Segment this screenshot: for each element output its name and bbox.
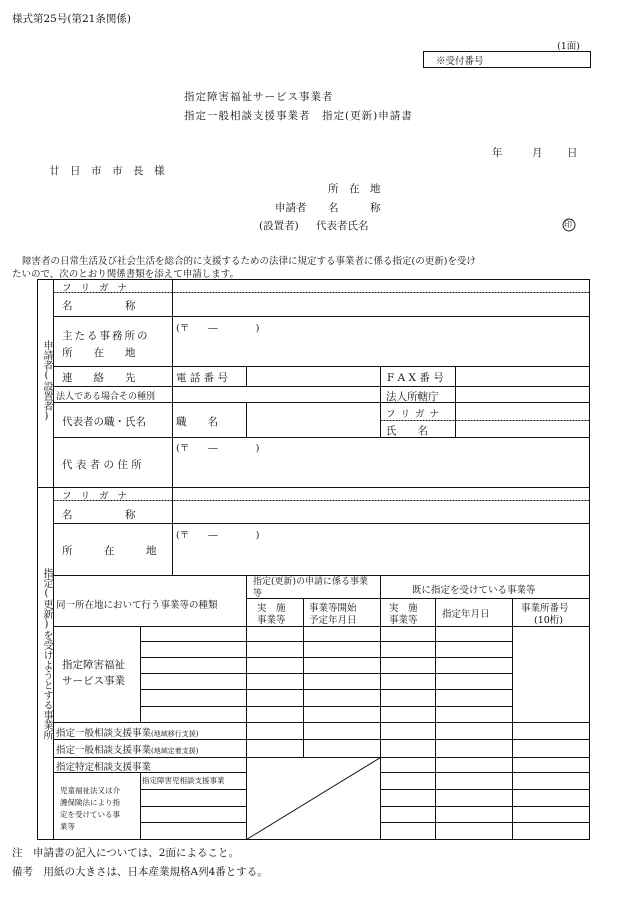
- furigana-label: フ リ ガ ナ: [62, 283, 131, 294]
- child-welfare-line1: 児童福祉法又は介: [60, 786, 120, 795]
- office-postal: (〒 ― ): [176, 530, 260, 541]
- section-applicant-label: 申請者(設置者): [41, 340, 52, 422]
- welfare-service-label1: 指定障害福祉: [62, 659, 125, 671]
- page-label: (1面): [557, 41, 580, 52]
- start-date-label2: 予定年月日: [309, 615, 357, 626]
- general-support-a: 指定一般相談支援事業(地域移行支援): [56, 728, 199, 739]
- title-line1: 指定障害福祉サービス事業者: [184, 91, 334, 103]
- intro-line2: たいので、次のとおり関係書類を添えて申請します。: [12, 269, 240, 280]
- founder-label: (設置者): [259, 220, 299, 232]
- general-support-b: 指定一般相談支援事業(地域定着支援): [56, 745, 199, 756]
- remark-text: 備考 用紙の大きさは、日本産業規格A列4番とする。: [12, 866, 268, 878]
- apply-header: 指定(更新)の申請に係る事業等: [253, 577, 369, 599]
- addressee: 廿 日 市 市 長 様: [49, 165, 165, 177]
- specific-support-label: 指定特定相談支援事業: [56, 762, 152, 773]
- applicant-label: 申請者: [275, 202, 307, 214]
- representative-name-label: 代表者氏名: [316, 220, 369, 232]
- implement-label: 実 施: [257, 603, 286, 614]
- designated-date-label: 指定年月日: [442, 609, 490, 620]
- fax-label: F A X 番 号: [387, 372, 444, 384]
- office-address-label: 所 在 地: [62, 545, 157, 557]
- corp-office-label: 法人所轄庁: [386, 391, 439, 403]
- receipt-number-field[interactable]: [520, 52, 588, 66]
- existing-business-label: 事業等: [389, 615, 418, 626]
- office-furigana-label: フ リ ガ ナ: [62, 491, 131, 502]
- start-date-label1: 事業等開始: [309, 603, 357, 614]
- office-number-label: 事業所番号: [521, 603, 569, 614]
- intro-line1: 障害者の日常生活及び社会生活を総合的に支援するための法律に規定する事業者に係る指定(の更新)を受け: [22, 256, 476, 267]
- applicant-address-label: 所 在 地: [328, 183, 381, 195]
- date-day: 日: [567, 147, 578, 159]
- phone-label: 電 話 番 号: [176, 372, 229, 384]
- corp-type-label: 法人である場合その種別: [56, 392, 156, 402]
- office-number-digits: (10桁): [534, 615, 564, 626]
- existing-implement-label: 実 施: [389, 603, 418, 614]
- name-label: 名 称: [62, 300, 136, 312]
- office-name-label: 名 称: [62, 509, 136, 521]
- rep-postal: (〒 ― ): [176, 443, 260, 454]
- rep-address-label: 代 表 者 の 住 所: [62, 459, 142, 471]
- welfare-service-label2: サービス事業: [62, 675, 125, 687]
- business-label: 事業等: [257, 615, 286, 626]
- section-office-label: 指定(更新)を受けようとする事業所: [41, 568, 52, 740]
- applicant-name-label: 名 称: [328, 202, 381, 214]
- child-support-label: 指定障害児相談支援事業: [142, 776, 225, 785]
- main-office-postal: (〒 ― ): [176, 323, 260, 334]
- rep-furigana-label: フ リ ガ ナ: [386, 409, 441, 420]
- main-office-address-label: 所 在 地: [62, 347, 136, 359]
- rep-name-label: 氏 名: [386, 425, 428, 437]
- contact-label: 連 絡 先: [62, 372, 136, 384]
- title-line2: 指定一般相談支援事業者 指定(更新)申請書: [184, 110, 413, 122]
- rep-title-name-label: 代表者の職・氏名: [62, 416, 146, 428]
- note-text: 注 申請書の記入については、2面によること。: [12, 847, 239, 859]
- child-welfare-line3: 定を受けている事: [60, 810, 120, 819]
- date-year: 年: [492, 147, 503, 159]
- child-welfare-line4: 業等: [60, 822, 75, 831]
- receipt-number-label: ※受付番号: [436, 56, 484, 67]
- date-month: 月: [532, 147, 543, 159]
- seal-mark: 印: [564, 220, 572, 229]
- title-label: 職 名: [176, 416, 218, 428]
- form-number: 様式第25号(第21条関係): [12, 13, 131, 25]
- child-welfare-line2: 護保険法により指: [60, 798, 120, 807]
- main-office-label: 主たる事務所の: [62, 330, 150, 342]
- existing-header: 既に指定を受けている事業等: [412, 585, 536, 596]
- same-location-header: 同一所在地において行う事業等の種類: [56, 600, 218, 611]
